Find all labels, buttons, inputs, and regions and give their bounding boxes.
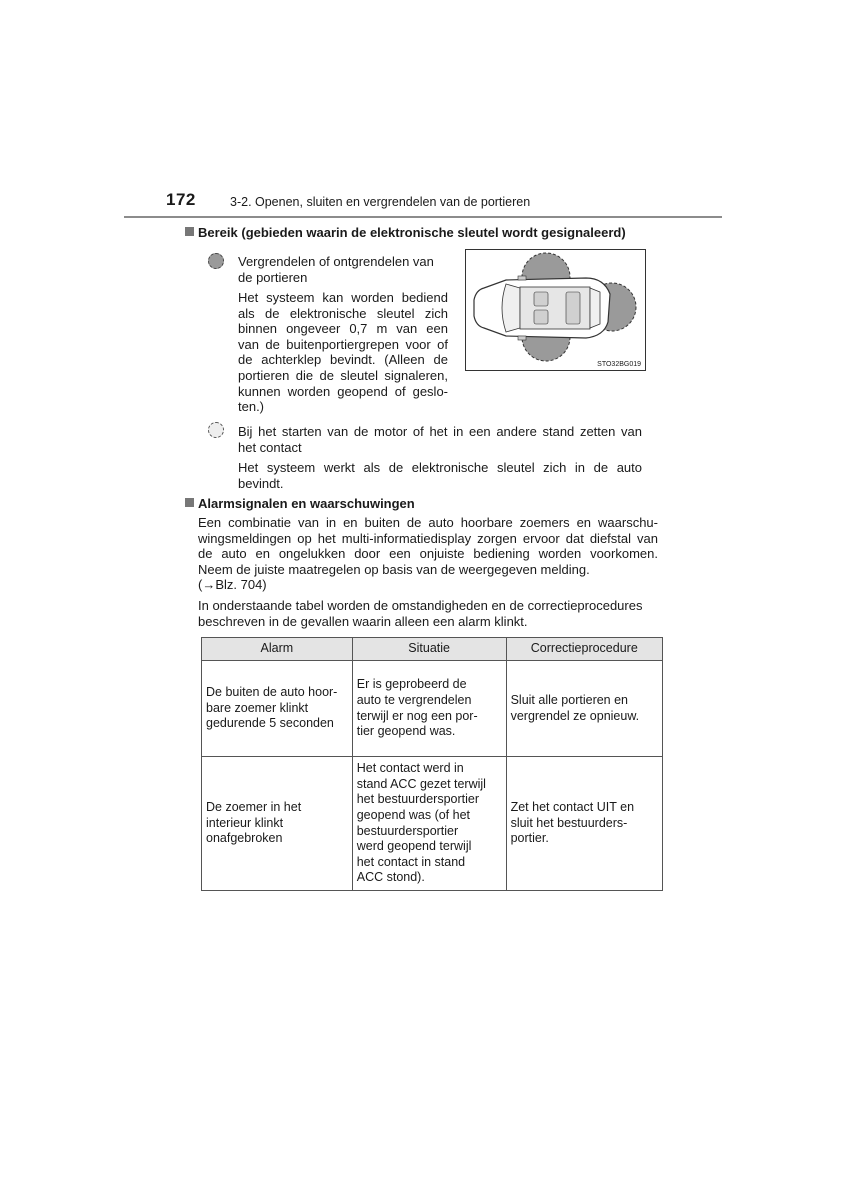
- figure-code: STO32BG019: [597, 361, 641, 368]
- cell-line: geopend was (of het: [356, 807, 471, 822]
- table-header-situation: Situatie: [352, 638, 506, 661]
- cell-line: De buiten de auto hoor-: [206, 685, 338, 700]
- item1-line: van de buitenportiergrepen voor of: [238, 336, 448, 352]
- table-row: [202, 757, 663, 891]
- alarm-p2-line: beschreven in de gevallen waarin alleen een alarm klinkt.: [198, 613, 528, 629]
- cell-line: interieur klinkt: [206, 815, 284, 830]
- item1-body: [238, 290, 448, 415]
- alarm-table: [201, 637, 663, 891]
- alarm-p1-line: de auto en ongelukken door een onjuiste bediening worden voorkomen.: [198, 546, 658, 562]
- item1-title-line: de portieren: [238, 269, 308, 285]
- circle-light-icon: [208, 422, 224, 438]
- cell-line: Zet het contact UIT en: [510, 800, 635, 815]
- windshield: [502, 284, 520, 332]
- table-row: [202, 661, 663, 757]
- cell-line: De zoemer in het: [206, 800, 302, 815]
- table-cell-alarm: [202, 757, 353, 891]
- item1-line: als de elektronische sleutel zich: [238, 305, 448, 321]
- alarm-p1-line: wingsmeldingen op het multi-informatiedisplay zorgen ervoor dat diefstal van: [198, 530, 658, 546]
- table-cell-situation: [352, 661, 506, 757]
- range-heading: [185, 225, 626, 240]
- item1-line: ten.): [238, 399, 265, 415]
- square-bullet-icon: [185, 227, 194, 236]
- cell-line: stand ACC gezet terwijl: [356, 776, 486, 791]
- item2-body: [238, 460, 642, 491]
- cell-line: auto te vergrendelen: [356, 692, 472, 707]
- detection-range-figure: [465, 249, 646, 371]
- cell-line: vergrendel ze opnieuw.: [510, 708, 640, 723]
- item1-line: binnen ongeveer 0,7 m van een: [238, 321, 448, 337]
- item2-title-line: Bij het starten van de motor of het in een andere stand zetten van: [238, 424, 642, 439]
- section-heading: 3-2. Openen, sluiten en vergrendelen van de portieren: [230, 195, 531, 209]
- table-cell-correction: [506, 661, 662, 757]
- item1-line: kunnen worden geopend of geslo-: [238, 383, 448, 399]
- mirror-right: [518, 336, 526, 340]
- alarm-p1-line: Een combinatie van in en buiten de auto hoorbare zoemers en waarschu-: [198, 515, 658, 530]
- seat-front-right: [534, 310, 548, 324]
- table-header-alarm: Alarm: [202, 638, 353, 661]
- seat-rear: [566, 292, 580, 324]
- item1-line: Het systeem kan worden bediend: [238, 290, 448, 305]
- square-bullet-icon: [185, 498, 194, 507]
- seat-front-left: [534, 292, 548, 306]
- table-header-correction: Correctieprocedure: [506, 638, 662, 661]
- item1-title: [238, 254, 448, 285]
- cell-line: terwijl er nog een por-: [356, 708, 478, 723]
- alarm-p1-line: Neem de juiste maatregelen op basis van de weergegeven melding.: [198, 561, 590, 577]
- table-header-row: [202, 638, 663, 661]
- range-heading-text: Bereik (gebieden waarin de elektronische sleutel wordt gesignaleerd): [198, 225, 626, 240]
- table-cell-correction: [506, 757, 662, 891]
- page-number: 172: [166, 190, 196, 209]
- cell-line: werd geopend terwijl: [356, 839, 472, 854]
- cell-line: het contact in stand: [356, 854, 466, 869]
- cell-line: tier geopend was.: [356, 724, 456, 739]
- item2-body-line: bevindt.: [238, 475, 284, 491]
- header-rule: [124, 216, 722, 218]
- alarm-paragraph-2: [198, 598, 658, 629]
- mirror-left: [518, 276, 526, 280]
- cell-line: Er is geprobeerd de: [356, 677, 467, 692]
- cell-line: ACC stond).: [356, 870, 425, 885]
- item1-title-line: Vergrendelen of ontgrendelen van: [238, 254, 434, 269]
- item2-title: [238, 424, 642, 455]
- item1-line: de achterklep bevindt. (Alleen de: [238, 352, 448, 368]
- cell-line: onafgebroken: [206, 831, 283, 846]
- item1-line: portieren die de sleutel signaleren,: [238, 367, 448, 383]
- item2-body-line: Het systeem werkt als de elektronische sleutel zich in de auto: [238, 460, 642, 475]
- item2-title-line: het contact: [238, 439, 302, 455]
- rear-window: [590, 288, 600, 328]
- cell-line: sluit het bestuurders-: [510, 815, 628, 830]
- cell-line: Het contact werd in: [356, 761, 464, 776]
- alarm-paragraph-1: [198, 515, 658, 593]
- table-cell-situation: [352, 757, 506, 891]
- cell-line: bestuurdersportier: [356, 823, 459, 838]
- car-top-view-illustration: [466, 250, 645, 370]
- alarm-p2-line: In onderstaande tabel worden de omstandigheden en de correctieprocedures: [198, 598, 643, 613]
- alarm-heading-text: Alarmsignalen en waarschuwingen: [198, 496, 415, 511]
- table-cell-alarm: [202, 661, 353, 757]
- circle-solid-icon: [208, 253, 224, 269]
- alarm-heading: [185, 496, 415, 511]
- page-reference: (→Blz. 704): [198, 577, 267, 593]
- cell-line: het bestuurdersportier: [356, 792, 480, 807]
- cell-line: Sluit alle portieren en: [510, 692, 629, 707]
- cell-line: portier.: [510, 831, 549, 846]
- cell-line: gedurende 5 seconden: [206, 716, 334, 731]
- cell-line: bare zoemer klinkt: [206, 700, 309, 715]
